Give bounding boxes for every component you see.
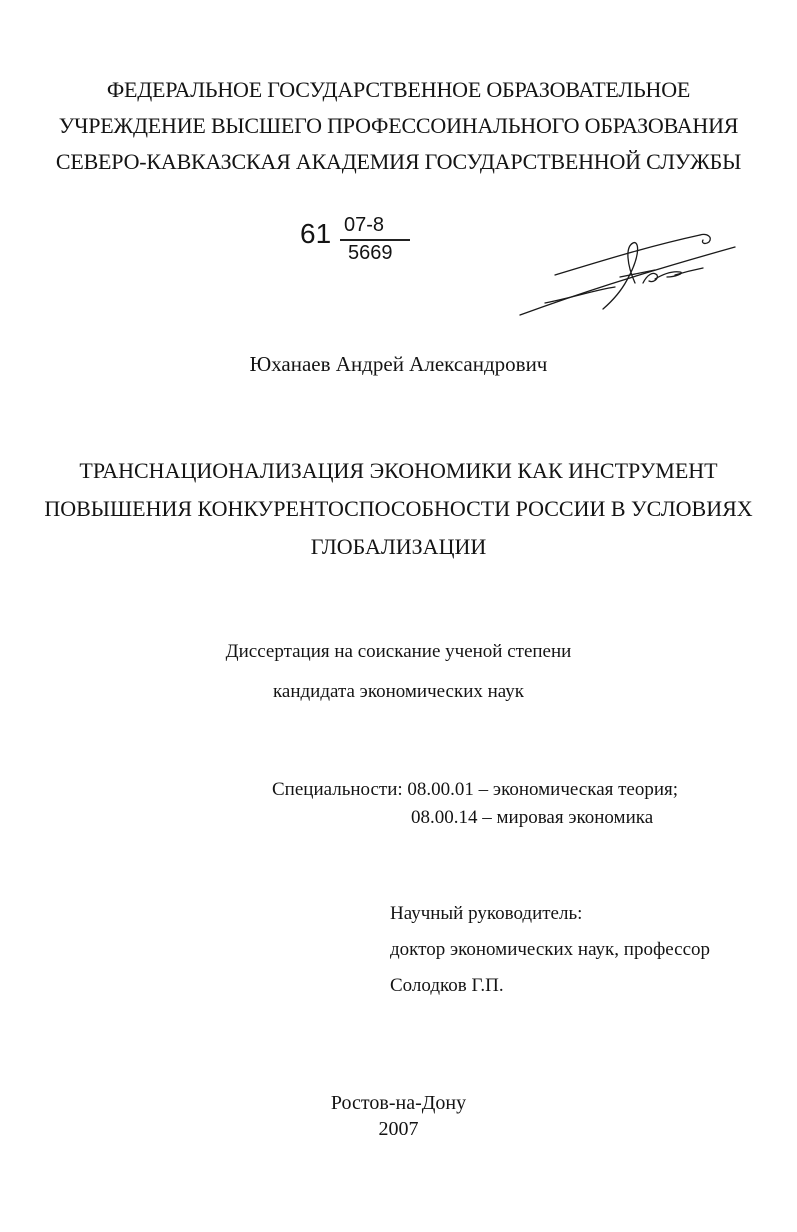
catalog-code-denominator: 5669	[348, 242, 393, 264]
advisor-name: Солодков Г.П.	[390, 975, 504, 996]
catalog-code-numerator: 07-8	[344, 214, 385, 236]
dissertation-title	[0, 452, 797, 566]
year: 2007	[378, 1118, 419, 1140]
advisor-credentials: доктор экономических наук, профессор	[390, 939, 711, 960]
catalog-code-fraction-bar	[340, 239, 410, 241]
specialties-block	[272, 776, 678, 832]
title-line-3: ГЛОБАЛИЗАЦИИ	[310, 534, 487, 559]
institution-line-3: СЕВЕРО-КАВКАЗСКАЯ АКАДЕМИЯ ГОСУДАРСТВЕННОЙ СЛУЖБЫ	[55, 149, 742, 174]
title-line-2: ПОВЫШЕНИЯ КОНКУРЕНТОСПОСОБНОСТИ РОССИИ В УСЛОВИЯХ	[44, 496, 753, 521]
specialty-line-1: Специальности: 08.00.01 – экономическая теория;	[272, 779, 679, 800]
place-and-year	[0, 1090, 797, 1142]
degree-line-2: кандидата экономических наук	[272, 681, 525, 702]
institution-line-2: УЧРЕЖДЕНИЕ ВЫСШЕГО ПРОФЕССОИНАЛЬНОГО ОБРАЗОВАНИЯ	[58, 113, 739, 138]
title-line-1: ТРАНСНАЦИОНАЛИЗАЦИЯ ЭКОНОМИКИ КАК ИНСТРУМЕНТ	[79, 458, 718, 483]
specialty-line-2: 08.00.14 – мировая экономика	[411, 807, 654, 828]
institution-line-1: ФЕДЕРАЛЬНОЕ ГОСУДАРСТВЕННОЕ ОБРАЗОВАТЕЛЬНОЕ	[106, 77, 691, 102]
degree-statement	[0, 632, 797, 712]
advisor-label: Научный руководитель:	[390, 903, 583, 924]
author-name: Юханаев Андрей Александрович	[249, 352, 548, 376]
catalog-code-stamp	[300, 210, 420, 270]
scientific-advisor-block	[390, 896, 710, 1004]
city: Ростов-на-Дону	[330, 1092, 467, 1114]
handwritten-signature-icon	[515, 225, 745, 325]
degree-line-1: Диссертация на соискание ученой степени	[225, 641, 572, 662]
institution-header	[0, 72, 797, 180]
catalog-code-prefix: 61	[300, 218, 332, 249]
